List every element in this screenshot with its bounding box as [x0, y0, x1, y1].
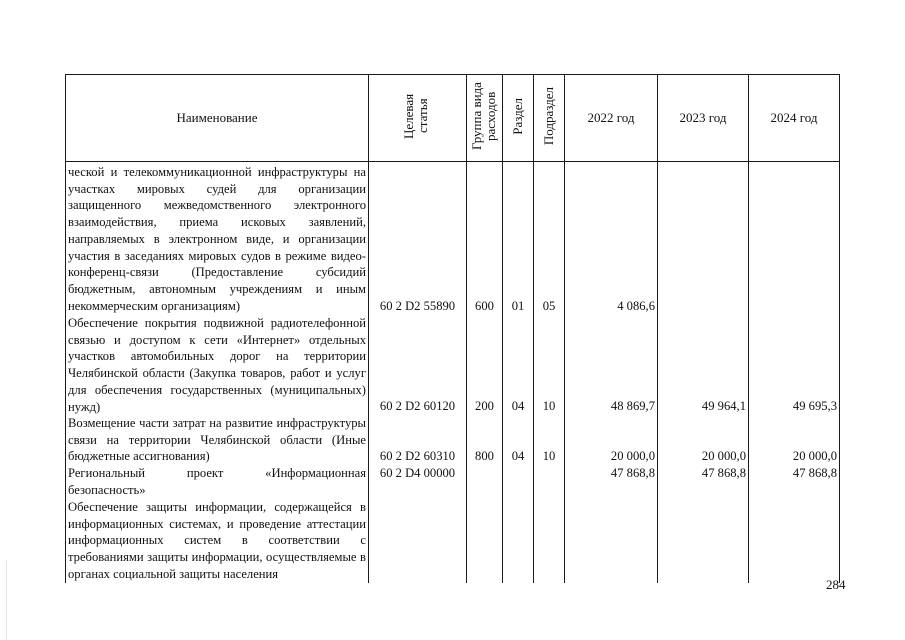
row-3-v2024: 47 868,8	[792, 466, 837, 480]
row-2-v2022: 20 000,0	[610, 449, 655, 463]
row-0-code: 60 2 D2 55890	[379, 299, 456, 313]
row-0-subsection: 05	[542, 299, 556, 313]
budget-table	[65, 74, 840, 583]
row-1-group: 200	[475, 399, 494, 413]
section-column	[503, 162, 534, 583]
y2022-column	[565, 162, 658, 583]
row-2-name: Возмещение части затрат на развитие инфраструктуры связи на территории Челябинской области (Иные бюджетные ассигнования)	[68, 416, 366, 464]
header-target: Целевая статья	[369, 75, 467, 162]
header-name: Наименование	[66, 75, 369, 162]
scan-edge	[6, 560, 7, 640]
row-2-v2023: 20 000,0	[701, 449, 746, 463]
row-0-section: 01	[511, 299, 525, 313]
row-1-code: 60 2 D2 60120	[379, 399, 456, 413]
row-1-v2022: 48 869,7	[610, 399, 655, 413]
row-3-name: Региональный проект «Информационная безопасность»	[68, 466, 366, 497]
header-2024: 2024 год	[749, 75, 840, 162]
row-2-v2024: 20 000,0	[792, 449, 837, 463]
table-body	[66, 162, 840, 583]
header-section: Раздел	[503, 75, 534, 162]
row-2-section: 04	[511, 449, 525, 463]
row-2-group: 800	[475, 449, 494, 463]
subsection-column	[534, 162, 565, 583]
row-1-section: 04	[511, 399, 525, 413]
row-4-name: Обеспечение защиты информации, содержащейся в информационных системах, и проведение аттестации информационных систем в соответствии с требованиями защиты информации, осуществляемые в органах социальной защиты населения	[68, 500, 366, 581]
y2023-column	[658, 162, 749, 583]
row-0-name: ческой и телекоммуникационной инфраструктуры на участках мировых судей для организации защищенного межведомственного электронного взаимодействия, приема исковых заявлений, направляемых в электронном виде, и организации участия в заседаниях мировых судов в режиме видео-конференц-связи (Предоставление субсидий бюджетным, автономным учреждениям и иным некоммерческим организациям)	[68, 165, 366, 313]
row-3-code: 60 2 D4 00000	[379, 466, 456, 480]
header-group: Группа вида расходов	[467, 75, 503, 162]
row-3-v2022: 47 868,8	[610, 466, 655, 480]
row-1-v2024: 49 695,3	[792, 399, 837, 413]
header-2023: 2023 год	[658, 75, 749, 162]
row-3-v2023: 47 868,8	[701, 466, 746, 480]
page-number: 284	[826, 577, 846, 592]
code-column	[369, 162, 467, 583]
header-2022: 2022 год	[565, 75, 658, 162]
header-subsection: Подраздел	[534, 75, 565, 162]
row-0-v2022: 4 086,6	[617, 299, 655, 313]
group-column	[467, 162, 503, 583]
y2024-column	[749, 162, 840, 583]
row-1-subsection: 10	[542, 399, 556, 413]
name-column	[66, 162, 369, 583]
header-row	[66, 75, 840, 162]
row-1-v2023: 49 964,1	[701, 399, 746, 413]
row-1-name: Обеспечение покрытия подвижной радиотелефонной связью и доступом к сети «Интернет» отдельных участков автомобильных дорог на территории Челябинской области (Закупка товаров, работ и услуг для обеспечения государственных (муниципальных) нужд)	[68, 316, 366, 414]
row-2-code: 60 2 D2 60310	[379, 449, 456, 463]
row-0-group: 600	[475, 299, 494, 313]
row-2-subsection: 10	[542, 449, 556, 463]
